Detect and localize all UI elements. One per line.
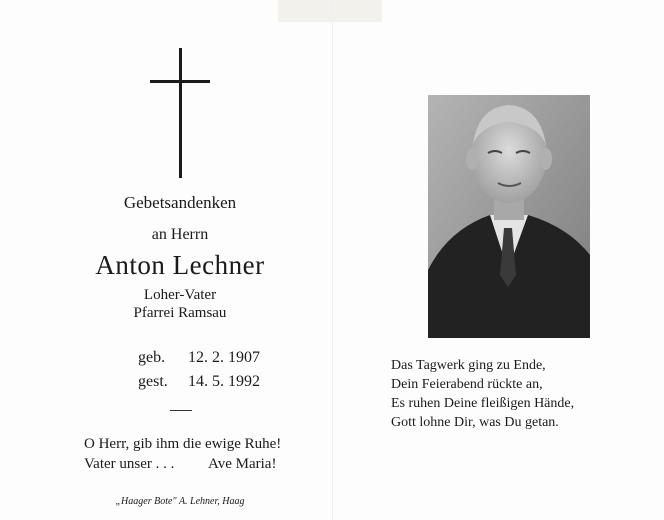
- addressee-line: an Herrn: [151, 226, 209, 243]
- poem-block: [391, 356, 574, 432]
- poem-line: Das Tagwerk ging zu Ende,: [391, 358, 546, 373]
- fold-line: [332, 0, 333, 520]
- cross-icon: [150, 48, 210, 178]
- printer-credit: „Haager Bote" A. Lehner, Haag: [115, 496, 245, 507]
- poem-line: Dein Feierabend rückte an,: [391, 377, 543, 392]
- death-line: [138, 370, 260, 394]
- death-label: gest.: [138, 373, 168, 390]
- poem-line: Es ruhen Deine fleißigen Hände,: [391, 396, 575, 411]
- dates-block: [138, 346, 260, 394]
- poem-line: Gott lohne Dir, was Du getan.: [391, 415, 559, 430]
- deceased-name: Anton Lechner: [95, 250, 265, 280]
- deceased-role: Loher-Vater: [143, 287, 217, 303]
- vater-unser-text: Vater unser . . .: [84, 456, 175, 472]
- birth-line: [138, 346, 260, 370]
- prayer-line: O Herr, gib ihm die ewige Ruhe!: [84, 436, 282, 452]
- ave-maria-text: Ave Maria!: [208, 456, 277, 472]
- birth-date: 12. 2. 1907: [188, 349, 260, 366]
- tape-strip: [278, 0, 382, 22]
- birth-label: geb.: [138, 349, 166, 366]
- intro-heading: Gebetsandenken: [123, 193, 237, 212]
- death-date: 14. 5. 1992: [188, 373, 260, 390]
- portrait-photo: [428, 95, 590, 338]
- parish-line: Pfarrei Ramsau: [133, 305, 227, 321]
- divider: [170, 410, 192, 411]
